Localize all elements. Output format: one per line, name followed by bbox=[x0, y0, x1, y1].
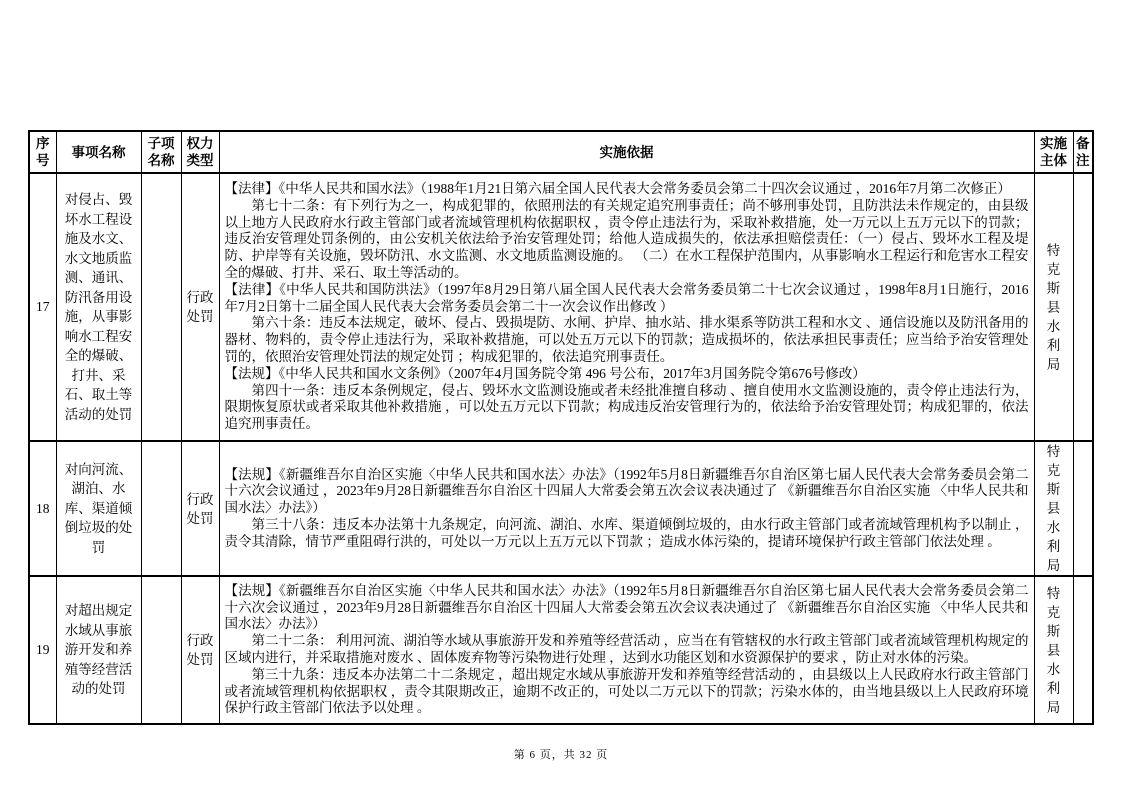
basis-law-citation: 【法规】《新疆维吾尔自治区实施〈中华人民共和国水法〉办法》（1992年5月8日新疆维吾尔自治区第七届人民代表大会常务委员会第二十六次会议通过 ，2023年9月28日新疆维吾尔自治区十四届人大常委会第五次会议表决通过了 《新疆维吾尔自治区实施 〈中华人民共和国水法〉办法》） bbox=[224, 582, 1029, 632]
power-list-table bbox=[28, 130, 1094, 725]
cell-item-name: 对向河流、湖泊、水库、渠道倾倒垃圾的处罚 bbox=[56, 441, 141, 576]
cell-basis bbox=[219, 173, 1034, 441]
col-header-remark: 备注 bbox=[1073, 131, 1093, 173]
col-header-no: 序号 bbox=[29, 131, 56, 173]
basis-article-text: 第六十条：违反本法规定，破坏、侵占、毁损堤防、水闸、护岸、抽水站、排水渠系等防洪工程和水文 、通信设施以及防汛备用的器材、物料的，责令停止违法行为，采取补救措施，可以处五万元以下的罚款；造成损坏的，依法承担民事责任；应当给予治安管理处罚的，依照治安管理处罚法的规定处罚 ；构成犯罪的，依法追究刑事责任。 bbox=[224, 315, 1029, 364]
cell-implementer: 特克斯县水利局 bbox=[1034, 173, 1073, 441]
col-header-sub-name: 子项名称 bbox=[141, 131, 181, 173]
cell-item-name: 对超出规定水域从事旅游开发和养殖等经营活动的处罚 bbox=[56, 576, 141, 724]
basis-article-text: 第七十二条：有下列行为之一，构成犯罪的，依照刑法的有关规定追究刑事责任；尚不够刑事处罚，且防洪法未作规定的，由县级以上地方人民政府水行政主管部门或者流域管理机构依据职权 ，责令停止违法行为，采取补救措施，处一万元以上五万元以下的罚款；违反治安管理处罚条例的，由公安机关依法给予治安管理处罚；给他人造成损失的，依法承担赔偿责任：（一）侵占、毁坏水工程及堤防、护岸等有关设施，毁坏防汛、水文监测、水文地质监测设施的。 （二）在水工程保护范围内，从事影响水工程运行和危害水工程安全的爆破、打井、采石、取土等活动的。 bbox=[224, 197, 1029, 280]
cell-basis bbox=[219, 576, 1034, 724]
basis-article-text: 第三十九条：违反本办法第二十二条规定 ，超出规定水域从事旅游开发和养殖等经营活动的 ，由县级以上人民政府水行政主管部门或者流域管理机构依据职权 ，责令其限期改正，逾期不改正的，可处以二万元以下的罚款；污染水体的，由当地县级以上人民政府环境保护行政主管部门依法予以处理 。 bbox=[224, 666, 1029, 716]
cell-power-type: 行政处罚 bbox=[181, 173, 219, 441]
page-number: 第 6 页，共 32 页 bbox=[513, 749, 609, 761]
cell-implementer: 特克斯县水利局 bbox=[1034, 441, 1073, 576]
cell-power-type: 行政处罚 bbox=[181, 441, 219, 576]
cell-no: 17 bbox=[29, 173, 56, 441]
basis-article-text: 第二十二条： 利用河流、湖泊等水域从事旅游开发和养殖等经营活动 ，应当在有管辖权的水行政主管部门或者流域管理机构规定的区域内进行，并采取措施对废水 、固体废弃物等污染物进行处理 ，达到水功能区划和水资源保护的要求 ，防止对水体的污染。 bbox=[224, 633, 1029, 665]
cell-sub-name bbox=[141, 576, 181, 724]
basis-law-citation: 【法规】《新疆维吾尔自治区实施〈中华人民共和国水法〉办法》（1992年5月8日新疆维吾尔自治区第七届人民代表大会常务委员会第二十六次会议通过 ，2023年9月28日新疆维吾尔自治区十四届人大常委会第五次会议表决通过了 《新疆维吾尔自治区实施 〈中华人民共和国水法〉办法》） bbox=[224, 466, 1029, 516]
col-header-basis: 实施依据 bbox=[219, 131, 1034, 173]
col-header-item-name: 事项名称 bbox=[56, 131, 141, 173]
cell-sub-name bbox=[141, 441, 181, 576]
cell-power-type: 行政处罚 bbox=[181, 576, 219, 724]
cell-basis bbox=[219, 441, 1034, 576]
table-row-18 bbox=[29, 441, 1093, 576]
table-row-17 bbox=[29, 173, 1093, 441]
basis-law-citation: 【法规】《中华人民共和国水文条例》（2007年4月国务院令第 496 号公布，2017年3月国务院令第676号修改） bbox=[224, 365, 866, 381]
cell-implementer: 特克斯县水利局 bbox=[1034, 576, 1073, 724]
col-header-power-type: 权力类型 bbox=[181, 131, 219, 173]
basis-article-text: 第四十一条：违反本条例规定，侵占、毁坏水文监测设施或者未经批准擅自移动 、擅自使用水文监测设施的，责令停止违法行为，限期恢复原状或者采取其他补救措施 ，可以处五万元以下罚款；构成违反治安管理行为的，依法给予治安管理处罚；构成犯罪的，依法追究刑事责任。 bbox=[224, 382, 1029, 432]
basis-law-citation: 【法律】《中华人民共和国水法》（1988年1月21日第六届全国人民代表大会常务委员会第二十四次会议通过 ，2016年7月第二次修正） bbox=[224, 181, 1011, 197]
basis-article-text: 第三十八条：违反本办法第十九条规定，向河流、湖泊、水库、渠道倾倒垃圾的，由水行政主管部门或者流域管理机构予以制止 ，责令其清除，情节严重阻碍行洪的，可处以一万元以上五万元以下罚款 ；造成水体污染的，提请环境保护行政主管部门依法处理 。 bbox=[224, 516, 1029, 549]
cell-item-name: 对侵占、毁坏水工程设施及水文、水文地质监测、通讯、防汛备用设施，从事影响水工程安全的爆破、打井、采石、取土等活动的处罚 bbox=[56, 173, 141, 441]
cell-sub-name bbox=[141, 173, 181, 441]
basis-law-citation: 【法律】《中华人民共和国防洪法》（1997年8月29日第八届全国人民代表大会常务委员第二十七次会议通过 ，1998年8月1日施行，2016年7月2日第十二届全国人民代表大会常务委员会第二十一次会议作出修改 ） bbox=[224, 281, 1029, 314]
cell-remark bbox=[1073, 576, 1093, 724]
table-row-19 bbox=[29, 576, 1093, 724]
cell-no: 19 bbox=[29, 576, 56, 724]
cell-remark bbox=[1073, 441, 1093, 576]
cell-no: 18 bbox=[29, 441, 56, 576]
col-header-implementer: 实施主体 bbox=[1034, 131, 1073, 173]
cell-remark bbox=[1073, 173, 1093, 441]
table-header-row bbox=[29, 131, 1093, 173]
